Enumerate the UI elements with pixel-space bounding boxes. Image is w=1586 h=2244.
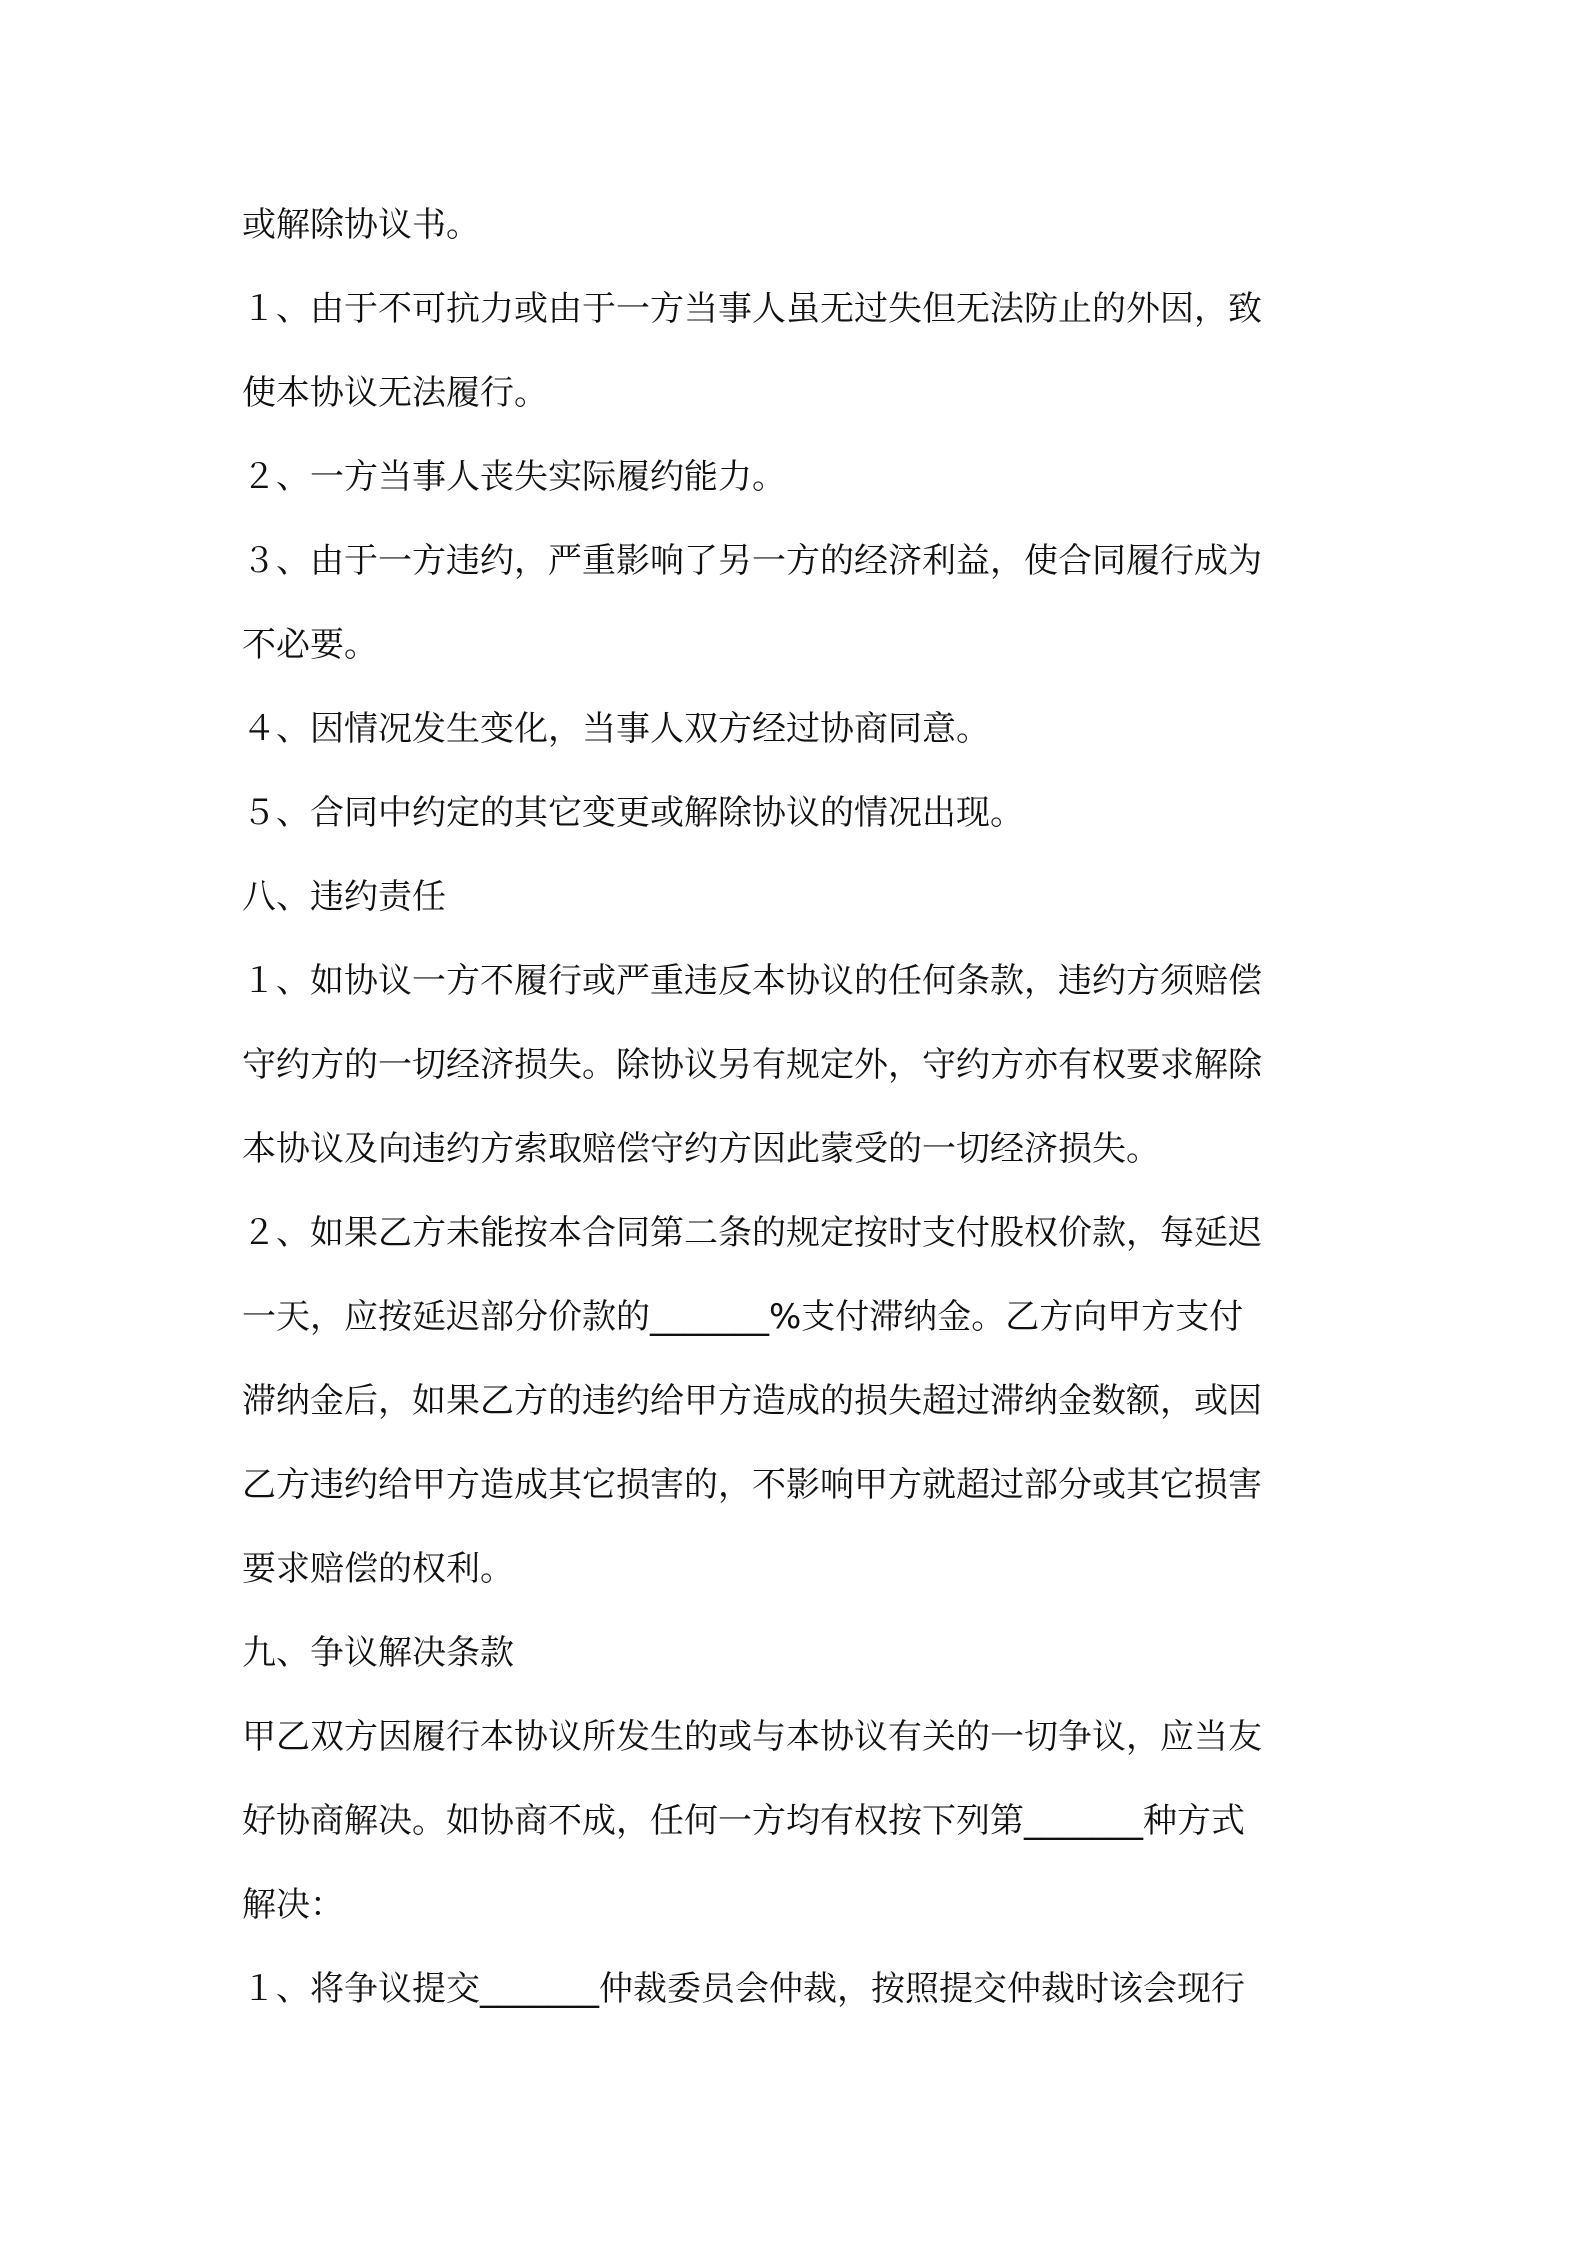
section-heading-8: 八、违约责任 (242, 877, 446, 917)
text-line-22: １、将争议提交_______仲裁委员会仲裁，按照提交仲裁时该会现行 (242, 1969, 1245, 2009)
text-line-11: 守约方的一切经济损失。除协议另有规定外，守约方亦有权要求解除 (242, 1045, 1262, 1085)
text-line-1: 或解除协议书。 (242, 205, 480, 245)
text-line-10: １、如协议一方不履行或严重违反本协议的任何条款，违约方须赔偿 (242, 961, 1262, 1001)
text-line-14: 一天，应按延迟部分价款的_______%支付滞纳金。乙方向甲方支付 (242, 1297, 1244, 1337)
text-line-3: 使本协议无法履行。 (242, 373, 548, 413)
text-line-5: ３、由于一方违约，严重影响了另一方的经济利益，使合同履行成为 (242, 541, 1262, 581)
section-heading-9: 九、争议解决条款 (242, 1633, 514, 1673)
text-line-21: 解决： (242, 1885, 344, 1925)
text-line-19: 甲乙双方因履行本协议所发生的或与本协议有关的一切争议，应当友 (242, 1717, 1262, 1757)
text-line-4: ２、一方当事人丧失实际履约能力。 (242, 457, 786, 497)
text-line-2: １、由于不可抗力或由于一方当事人虽无过失但无法防止的外因，致 (242, 289, 1262, 329)
text-line-16: 乙方违约给甲方造成其它损害的，不影响甲方就超过部分或其它损害 (242, 1465, 1262, 1505)
text-line-8: ５、合同中约定的其它变更或解除协议的情况出现。 (242, 793, 1024, 833)
text-line-17: 要求赔偿的权利。 (242, 1549, 514, 1589)
text-line-6: 不必要。 (242, 625, 378, 665)
text-line-13: ２、如果乙方未能按本合同第二条的规定按时支付股权价款，每延迟 (242, 1213, 1262, 1253)
text-line-12: 本协议及向违约方索取赔偿守约方因此蒙受的一切经济损失。 (242, 1129, 1160, 1169)
text-line-15: 滞纳金后，如果乙方的违约给甲方造成的损失超过滞纳金数额，或因 (242, 1381, 1262, 1421)
text-line-20: 好协商解决。如协商不成，任何一方均有权按下列第_______种方式 (242, 1801, 1245, 1841)
text-line-7: ４、因情况发生变化，当事人双方经过协商同意。 (242, 709, 990, 749)
